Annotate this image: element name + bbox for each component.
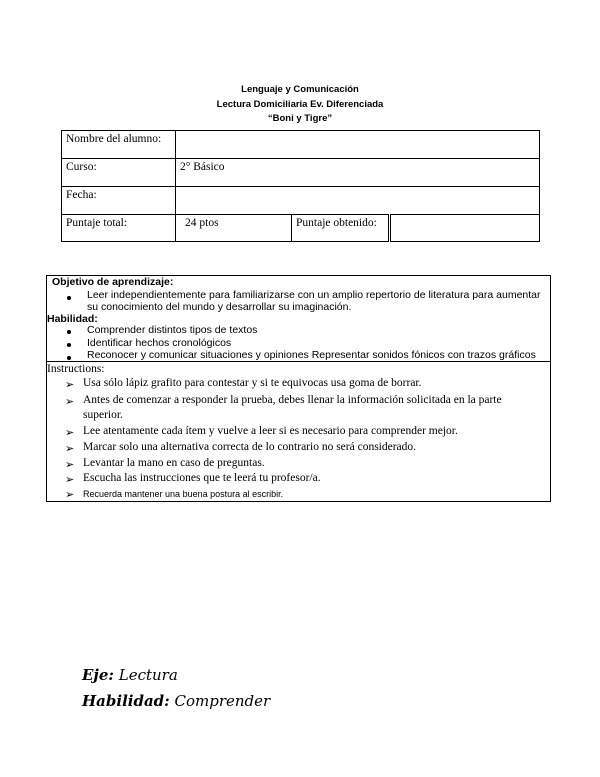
obtained-score-label: Puntaje obtenido:: [292, 215, 390, 242]
skill-item: Reconocer y comunicar situaciones y opiniones Representar sonidos fónicos con trazos gráficos: [87, 349, 536, 361]
instruction-item: Antes de comenzar a responder la prueba, debes llenar la información solicitada en la parte: [83, 394, 502, 406]
skill-item: Identificar hechos cronológicos: [87, 337, 232, 349]
bullet-icon: [67, 296, 71, 300]
instructions-title: Instructions:: [47, 363, 105, 375]
axis-label: Eje:: [82, 666, 114, 684]
table-row: [62, 187, 540, 215]
student-info-table: [61, 130, 540, 242]
instruction-item-continuation: superior.: [83, 409, 123, 421]
bullet-icon: [67, 330, 71, 334]
instruction-item: Lee atentamente cada ítem y vuelve a leer si es necesario para comprender mejor.: [83, 425, 458, 437]
arrow-bullet-icon: ➢: [65, 442, 75, 455]
arrow-bullet-icon: ➢: [65, 488, 75, 501]
reading-title: Lectura Domiciliaria Ev. Diferenciada: [216, 98, 384, 110]
table-row: [62, 215, 540, 242]
total-score-value: 24 ptos: [176, 215, 292, 242]
bullet-icon: [67, 356, 71, 360]
skill-label: Habilidad:: [82, 692, 170, 710]
bullet-icon: [67, 343, 71, 347]
objective-text-line2: su conocimiento del mundo y desarrollar su imaginación.: [87, 301, 352, 313]
instruction-item: Recuerda mantener una buena postura al escribir.: [83, 489, 284, 499]
arrow-bullet-icon: ➢: [65, 395, 75, 408]
instruction-item: Levantar la mano en caso de preguntas.: [83, 457, 265, 469]
arrow-bullet-icon: ➢: [65, 378, 75, 391]
skills-title: Habilidad:: [47, 313, 98, 325]
date-label: Fecha:: [62, 187, 176, 215]
table-row: [62, 131, 540, 159]
instruction-item: Marcar solo una alternativa correcta de lo contrario no será considerado.: [83, 441, 417, 453]
book-title: “Boni y Tigre”: [267, 113, 333, 124]
student-name-label: Nombre del alumno:: [62, 131, 176, 159]
skill-value: Comprender: [174, 692, 271, 710]
course-value: 2° Básico: [176, 159, 540, 187]
skill-item: Comprender distintos tipos de textos: [87, 324, 258, 336]
total-score-label: Puntaje total:: [62, 215, 176, 242]
arrow-bullet-icon: ➢: [65, 426, 75, 439]
student-name-field[interactable]: [176, 131, 540, 159]
course-label: Curso:: [62, 159, 176, 187]
section-divider: [46, 361, 551, 362]
document-header: [0, 83, 600, 127]
table-row: [62, 159, 540, 187]
axis-value: Lectura: [118, 666, 178, 684]
arrow-bullet-icon: ➢: [65, 473, 75, 486]
date-field[interactable]: [176, 187, 540, 215]
obtained-score-field[interactable]: [390, 215, 540, 242]
objective-title: Objetivo de aprendizaje:: [52, 276, 174, 288]
objective-text-line1: Leer independientemente para familiarizarse con un amplio repertorio de literatura para aumentar: [87, 289, 541, 301]
arrow-bullet-icon: ➢: [65, 458, 75, 471]
skill-line: [82, 692, 270, 710]
subject-title: Lenguaje y Comunicación: [241, 84, 359, 95]
instruction-item: Usa sólo lápiz grafito para contestar y si te equivocas usa goma de borrar.: [83, 377, 422, 389]
instruction-item: Escucha las instrucciones que te leerá tu profesor/a.: [83, 472, 321, 484]
axis-line: [82, 666, 178, 684]
